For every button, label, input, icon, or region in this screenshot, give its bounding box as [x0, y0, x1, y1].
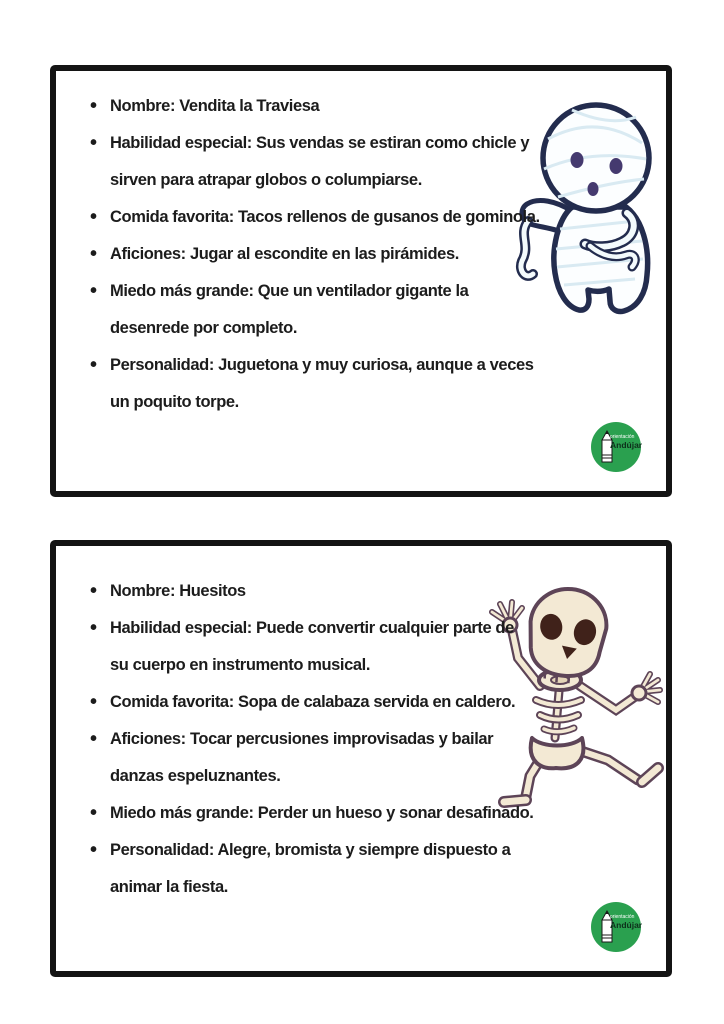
- logo-text: [610, 435, 642, 450]
- bullet-line: • Comida favorita: Tacos rellenos de gusanos de gominola.: [110, 208, 540, 226]
- character-card-skeleton: [50, 540, 672, 977]
- bullet-line: • Aficiones: Tocar percusiones improvisadas y bailar: [110, 730, 494, 748]
- bullet-line: • Aficiones: Jugar al escondite en las pirámides.: [110, 245, 459, 263]
- character-card-mummy: [50, 65, 672, 497]
- bullet-item: [56, 573, 666, 610]
- bullet-item: [56, 273, 666, 347]
- bullet-line: • Habilidad especial: Puede convertir cualquier parte de: [110, 619, 514, 637]
- bullet-item: [56, 347, 666, 421]
- bullet-line: • Miedo más grande: Perder un hueso y sonar desafinado.: [110, 804, 534, 822]
- bullet-line: • Personalidad: Juguetona y muy curiosa, aunque a veces: [110, 356, 534, 374]
- bullet-item: [56, 88, 666, 125]
- orientacion-andujar-logo: [591, 902, 641, 952]
- bullet-list: [56, 71, 666, 421]
- orientacion-andujar-logo: [591, 422, 641, 472]
- bullet-item: [56, 236, 666, 273]
- logo-text-bottom: Andújar: [610, 920, 643, 930]
- bullet-line: • Habilidad especial: Sus vendas se estiran como chicle y: [110, 134, 530, 152]
- bullet-line: • Comida favorita: Sopa de calabaza servida en caldero.: [110, 693, 516, 711]
- bullet-item: [56, 610, 666, 684]
- bullet-line: • Miedo más grande: Que un ventilador gigante la: [110, 282, 469, 300]
- bullet-line: un poquito torpe.: [110, 393, 239, 411]
- bullet-list: [56, 546, 666, 906]
- bullet-line: • Nombre: Vendita la Traviesa: [110, 97, 320, 115]
- bullet-line: • Personalidad: Alegre, bromista y siempre dispuesto a: [110, 841, 511, 859]
- bullet-line: animar la fiesta.: [110, 878, 228, 896]
- bullet-item: [56, 125, 666, 199]
- bullet-line: danzas espeluznantes.: [110, 767, 281, 785]
- bullet-line: desenrede por completo.: [110, 319, 298, 337]
- bullet-line: • Nombre: Huesitos: [110, 582, 246, 600]
- logo-text-bottom: Andújar: [610, 440, 643, 450]
- bullet-item: [56, 684, 666, 721]
- bullet-item: [56, 795, 666, 832]
- logo-text: [610, 915, 642, 930]
- bullet-line: su cuerpo en instrumento musical.: [110, 656, 371, 674]
- bullet-item: [56, 832, 666, 906]
- logo-text-top: orientación: [610, 434, 635, 440]
- bullet-item: [56, 199, 666, 236]
- bullet-line: sirven para atrapar globos o columpiarse.: [110, 171, 422, 189]
- logo-text-top: orientación: [610, 914, 635, 920]
- bullet-item: [56, 721, 666, 795]
